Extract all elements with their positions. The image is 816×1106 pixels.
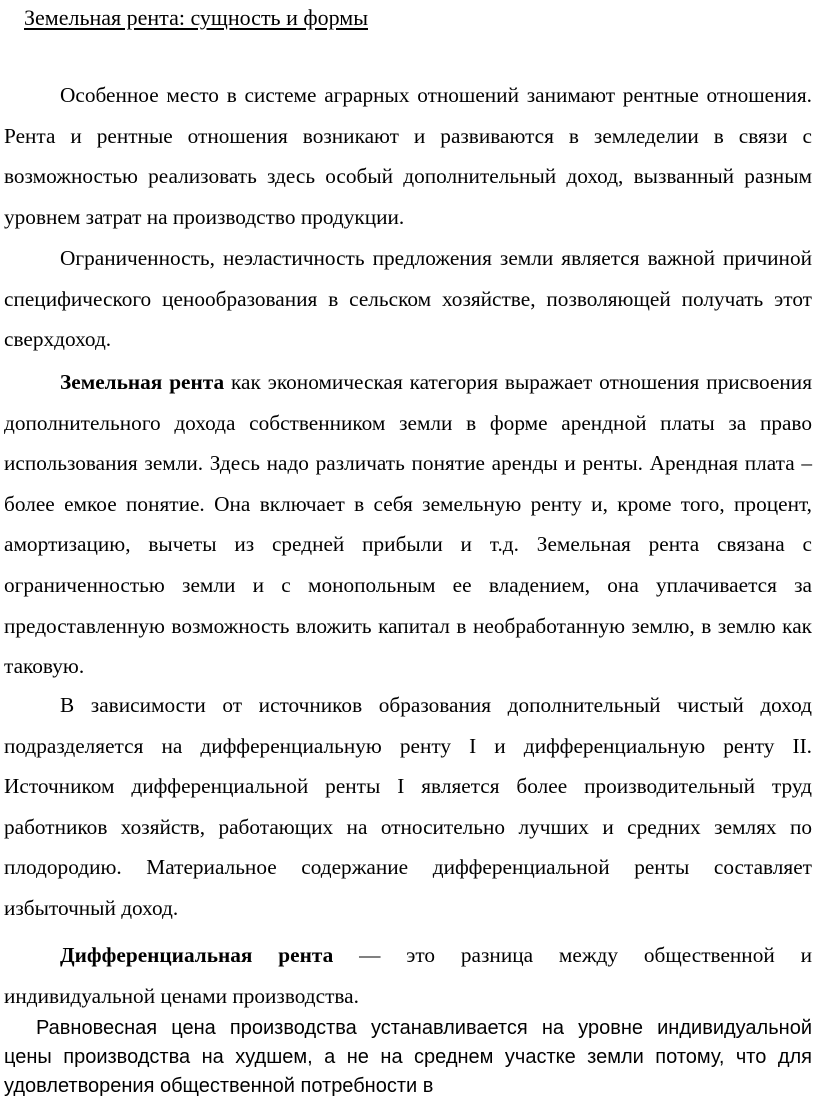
term-land-rent: Земельная рента (60, 370, 225, 394)
paragraph-land-rent (4, 362, 812, 687)
paragraph-differential-sources: В зависимости от источников образования дополнительный чистый доход подразделяется на дифференциальную ренту I и дифференциальную ренту II. Источником дифференциальной ренты I является более производительный труд работников хозяйств, работающих на относительно лучших и средних землях по плодородию. Материальное содержание дифференциальной ренты составляет избыточный доход. (4, 693, 812, 920)
paragraph-limited-supply: Ограниченность, неэластичность предложения земли является важной причиной специфического ценообразования в сельском хозяйстве, позволяющей получать этот сверхдоход. (4, 246, 812, 352)
paragraph-intro: Особенное место в системе аграрных отношений занимают рентные отношения. Рента и рентные отношения возникают и развиваются в земледелии в связи с возможностью реализовать здесь особый дополнительный доход, вызванный разным уровнем затрат на производство продукции. (4, 83, 812, 229)
paragraph-differential-rent (4, 935, 812, 1016)
paragraph-differential-rent-text: — это разница между общественной и индивидуальной ценами производства. (4, 943, 812, 1008)
term-differential-rent: Дифференциальная рента (60, 943, 334, 967)
document-title: Земельная рента: сущность и формы (24, 5, 368, 30)
paragraph-land-rent-text: как экономическая категория выражает отношения присвоения дополнительного дохода собственником земли в форме арендной платы за право использования земли. Здесь надо различать понятие аренды и ренты. Арендная плата – более емкое понятие. Она включает в себя земельную ренту и, кроме того, процент, амортизацию, вычеты из средней прибыли и т.д. Земельная рента связана с ограниченностью земли и с монопольным ее владением, она уплачивается за предоставленную возможность вложить капитал в необработанную землю, в землю как таковую. (4, 370, 812, 679)
paragraph-equilibrium-price: Равновесная цена производства устанавливается на уровне индивидуальной цены производства на худшем, а не на среднем участке земли потому, что для удовлетворения общественной потребности в (4, 1017, 812, 1097)
